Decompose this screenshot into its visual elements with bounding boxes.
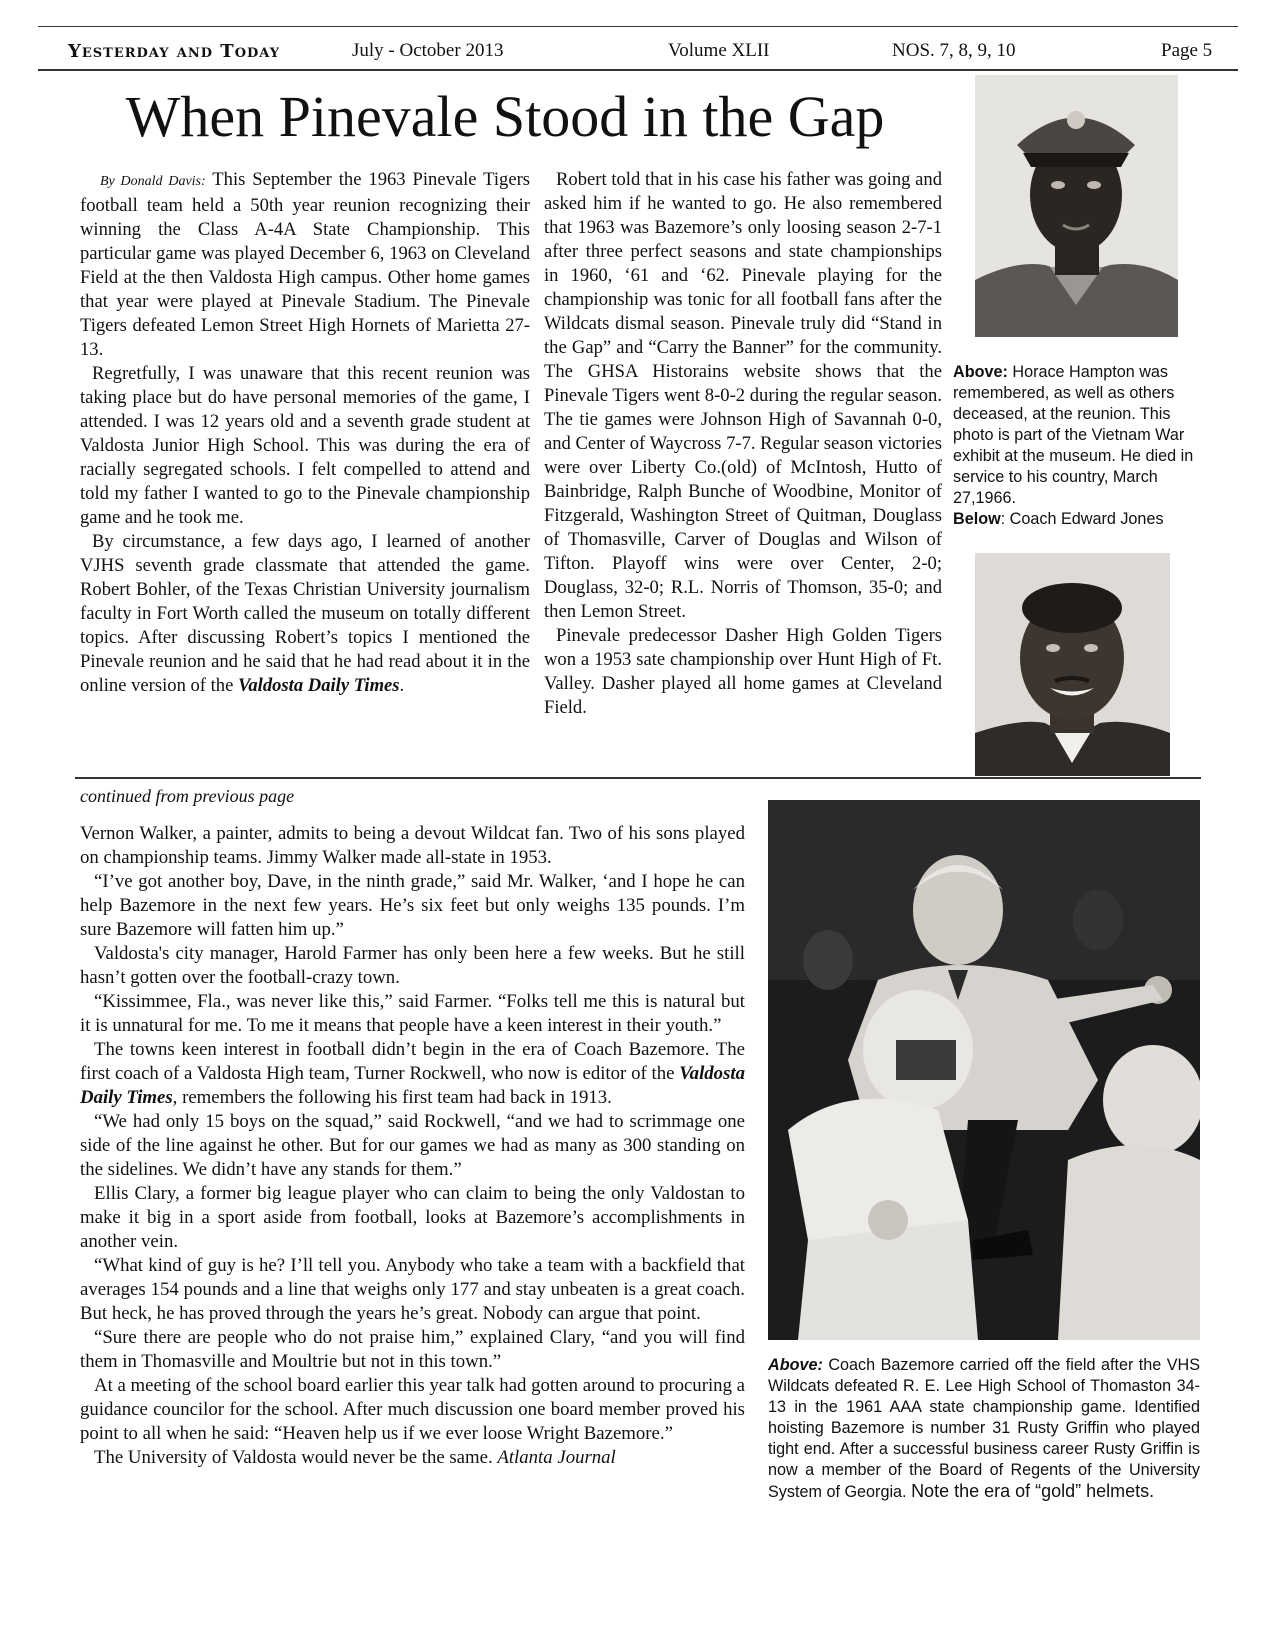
continued-paragraph: Ellis Clary, a former big league player who can claim to being the only Valdostan to make it big in a sport aside from football, looks at Bazemore’s accomplishments in another vein. — [80, 1183, 745, 1252]
issue-numbers: NOS. 7, 8, 9, 10 — [892, 40, 1016, 61]
coach-edward-jones-photo — [975, 553, 1170, 776]
continued-paragraph: “Sure there are people who do not praise him,” explained Clary, “and you will find them in Thomasville and Moultrie but not in this town.” — [80, 1327, 745, 1372]
photo-caption — [768, 1355, 1200, 1503]
photo-caption-note: Note the era of “gold” helmets. — [911, 1481, 1155, 1501]
photo-caption-text: Coach Bazemore carried off the field after the VHS Wildcats defeated R. E. Lee High School of Thomaston 34-13 in the 1961 AAA state championship game. Identified hoisting Bazemore is number 31 Rusty Griffin who played tight end. After a successful business career Rusty Griffin is now a member of the Board of Regents of the University System of Georgia. — [768, 1356, 1201, 1501]
coach-bazemore-photo — [768, 800, 1200, 1340]
publication-name: Yesterday and Today — [68, 41, 281, 62]
publication-ref: Valdosta Daily Times — [238, 675, 400, 696]
header-bottom-rule — [38, 69, 1238, 71]
caption-above-text: Horace Hampton was remembered, as well as others deceased, at the reunion. This photo is part of the Vietnam War exhibit at the museum. He died in service to his country, March 27,1966. — [953, 363, 1194, 507]
continued-paragraph: “What kind of guy is he? I’ll tell you. Anybody who take a team with a backfield that averages 154 pounds and a line that weighs only 177 and stay unbeaten is a great coach. But heck, he has proved through the years he’s great. Nobody can argue that point. — [80, 1255, 745, 1324]
article-paragraph: Robert told that in his case his father was going and asked him if he wanted to go. He also remembered that 1963 was Bazemore’s only loosing season 2-7-1 after three perfect seasons and state championships in 1960, ‘61 and ‘62. Pinevale playing for the championship was tonic for all football fans after the Wildcats dismal season. Pinevale truly did “Stand in the Gap” and “Carry the Banner” for the community. The GHSA Historains website shows that the Pinevale Tigers went 8-0-2 during the regular season. The tie games were Johnson High of Savannah 0-0, and Center of Waycross 7-7. Regular season victories were over Liberty Co.(old) of McIntosh, Hutto of Bainbridge, Ralph Bunche of Woodbine, Monitor of Fitzgerald, Washington Street of Quitman, Douglass of Thomasville, Carver of Douglas and Wilson of Tifton. Playoff wins were over Center, 2-0; Douglass, 32-0; R.L. Norris of Thomson, 35-0; and then Lemon Street. — [544, 169, 942, 622]
continued-paragraph: “Kissimmee, Fla., was never like this,” said Farmer. “Folks tell me this is natural but it is unnatural for me. To me it means that people have a keen interest in their youth.” — [80, 991, 745, 1036]
issue-date: July - October 2013 — [352, 40, 504, 61]
continued-paragraph: “I’ve got another boy, Dave, in the ninth grade,” said Mr. Walker, ‘and I hope he can help Bazemore in the next few years. He’s six feet but only weighs 135 pounds. I’m sure Bazemore will fatten him up.” — [80, 871, 745, 940]
caption-below-text: : Coach Edward Jones — [1000, 510, 1164, 528]
portrait-soldier-image — [975, 75, 1178, 337]
continued-paragraph: Vernon Walker, a painter, admits to being a devout Wildcat fan. Two of his sons played on championship teams. Jimmy Walker made all-state in 1953. — [80, 823, 745, 868]
article-right-column — [544, 168, 942, 720]
continued-paragraph: The University of Valdosta would never be the same. — [94, 1447, 498, 1468]
continued-column: Vernon Walker, a painter, admits to being a devout Wildcat fan. Two of his sons played on championship teams. Jimmy Walker made all-state in 1953. “I’ve got another boy, Dave, in the ninth grade,” said Mr. Walker, ‘and I hope he can help Bazemore in the next few years. He’s six feet but only weighs 135 pounds. I’m sure Bazemore will fatten him up.” Valdosta's city manager, Harold Farmer has only been here a few weeks. But he still hasn’t gotten over the football-crazy town. “Kissimmee, Fla., was never like this,” said Farmer. “Folks tell me this is natural but it is unnatural for me. To me it means that people have a keen interest in their youth.” The towns keen interest in football didn’t begin in the era of Coach Bazemore. The first coach of a Valdosta High team, Turner Rockwell, who now is editor of the Valdosta Daily Times, remembers the following his first team had back in 1913. “We had only 15 boys on the squad,” said Rockwell, “and we had to scrimmage one side of the line against he other. But for our games we had as many as 300 standing on the sidelines. We didn’t have any stands for them.” Ellis Clary, a former big league player who can claim to being the only Valdostan to make it big in a sport aside from football, looks at Bazemore’s accomplishments in another vein. “What kind of guy is he? I’ll tell you. Anybody who take a team with a backfield that averages 154 pounds and a line that weighs only 177 and stay unbeaten is a great coach. But heck, he has proved through the years he’s great. Nobody can argue that point. “Sure there are people who do not praise him,” explained Clary, “and you will find them in Thomasville and Moultrie but not in this town.” At a meeting of the school board earlier this year talk had gotten around to procuring a guidance councilor for the school. After much discussion one board member proved his point to all when he said: “Heaven help us if we ever loose Wright Bazemore.” The University of Valdosta would never be the same. Atlanta Journal — [80, 823, 745, 1468]
continued-paragraph: The towns keen interest in football didn’t begin in the era of Coach Bazemore. The first coach of a Valdosta High team, Turner Rockwell, who now is editor of the — [80, 1039, 745, 1084]
section-divider — [75, 777, 1201, 779]
byline: By Donald Davis — [100, 174, 202, 189]
celebration-photo-image — [768, 800, 1200, 1340]
continued-label: continued from previous page — [80, 786, 295, 806]
volume: Volume XLII — [668, 40, 770, 61]
article-title: When Pinevale Stood in the Gap — [125, 84, 885, 149]
article-paragraph: This September the 1963 Pinevale Tigers football team held a 50th year reunion recognizing their winning the Class A-4A State Championship. This particular game was played December 6, 1963 on Cleveland Field at the then Valdosta High campus. Other home games that year were played at Pinevale Stadium. The Pinevale Tigers defeated Lemon Street High Hornets of Marietta 27-13. — [80, 169, 530, 360]
portrait-coach-image — [975, 553, 1170, 776]
article-paragraph: Regretfully, I was unaware that this recent reunion was taking place but do have personal memories of the game, I attended. I was 12 years old and a seventh grade student at Valdosta Junior High School. This was during the era of racially segregated schools. I felt compelled to attend and told my father I wanted to go to the Pinevale championship game and he took me. — [80, 363, 530, 528]
header-top-rule — [38, 26, 1238, 27]
caption-below-label: Below — [953, 510, 1001, 528]
caption-above-label: Above: — [953, 363, 1008, 381]
article-left-column: By Donald Davis: This September the 1963 Pinevale Tigers football team held a 50th year reunion recognizing their winning the Class A-4A State Championship. This particular game was played December 6, 1963 on Cleveland Field at the then Valdosta High campus. Other home games that year were played at Pinevale Stadium. The Pinevale Tigers defeated Lemon Street High Hornets of Marietta 27-13. Regretfully, I was unaware that this recent reunion was taking place but do have personal memories of the game, I attended. I was 12 years old and a seventh grade student at Valdosta Junior High School. This was during the era of racially segregated schools. I felt compelled to attend and told my father I wanted to go to the Pinevale championship game and he took me. By circumstance, a few days ago, I learned of another VJHS seventh grade classmate that attended the game. Robert Bohler, of the Texas Christian University journalism faculty in Fort Worth called the museum on totally different topics. After discussing Robert’s topics I mentioned the Pinevale reunion and he said that he had read about it in the online version of the Valdosta Daily Times. — [80, 169, 530, 696]
source-credit: Atlanta Journal — [497, 1447, 616, 1468]
continued-paragraph: At a meeting of the school board earlier this year talk had gotten around to procuring a guidance councilor for the school. After much discussion one board member proved his point to all when he said: “Heaven help us if we ever loose Wright Bazemore.” — [80, 1375, 745, 1444]
publication-ref: Valdosta Daily Times — [80, 1063, 745, 1108]
side-caption — [953, 362, 1205, 530]
horace-hampton-photo — [975, 75, 1178, 337]
page-number: Page 5 — [1161, 40, 1213, 61]
article-paragraph: Pinevale predecessor Dasher High Golden Tigers won a 1953 sate championship over Hunt High of Ft. Valley. Dasher played all home games at Cleveland Field. — [544, 625, 942, 718]
continued-paragraph: Valdosta's city manager, Harold Farmer has only been here a few weeks. But he still hasn’t gotten over the football-crazy town. — [80, 943, 745, 988]
photo-caption-label: Above: — [768, 1356, 823, 1374]
article-paragraph: By circumstance, a few days ago, I learned of another VJHS seventh grade classmate that attended the game. Robert Bohler, of the Texas Christian University journalism faculty in Fort Worth called the museum on totally different topics. After discussing Robert’s topics I mentioned the Pinevale reunion and he said that he had read about it in the online version of the — [80, 531, 530, 696]
continued-paragraph: “We had only 15 boys on the squad,” said Rockwell, “and we had to scrimmage one side of the line against he other. But for our games we had as many as 300 standing on the sidelines. We didn’t have any stands for them.” — [80, 1111, 745, 1180]
